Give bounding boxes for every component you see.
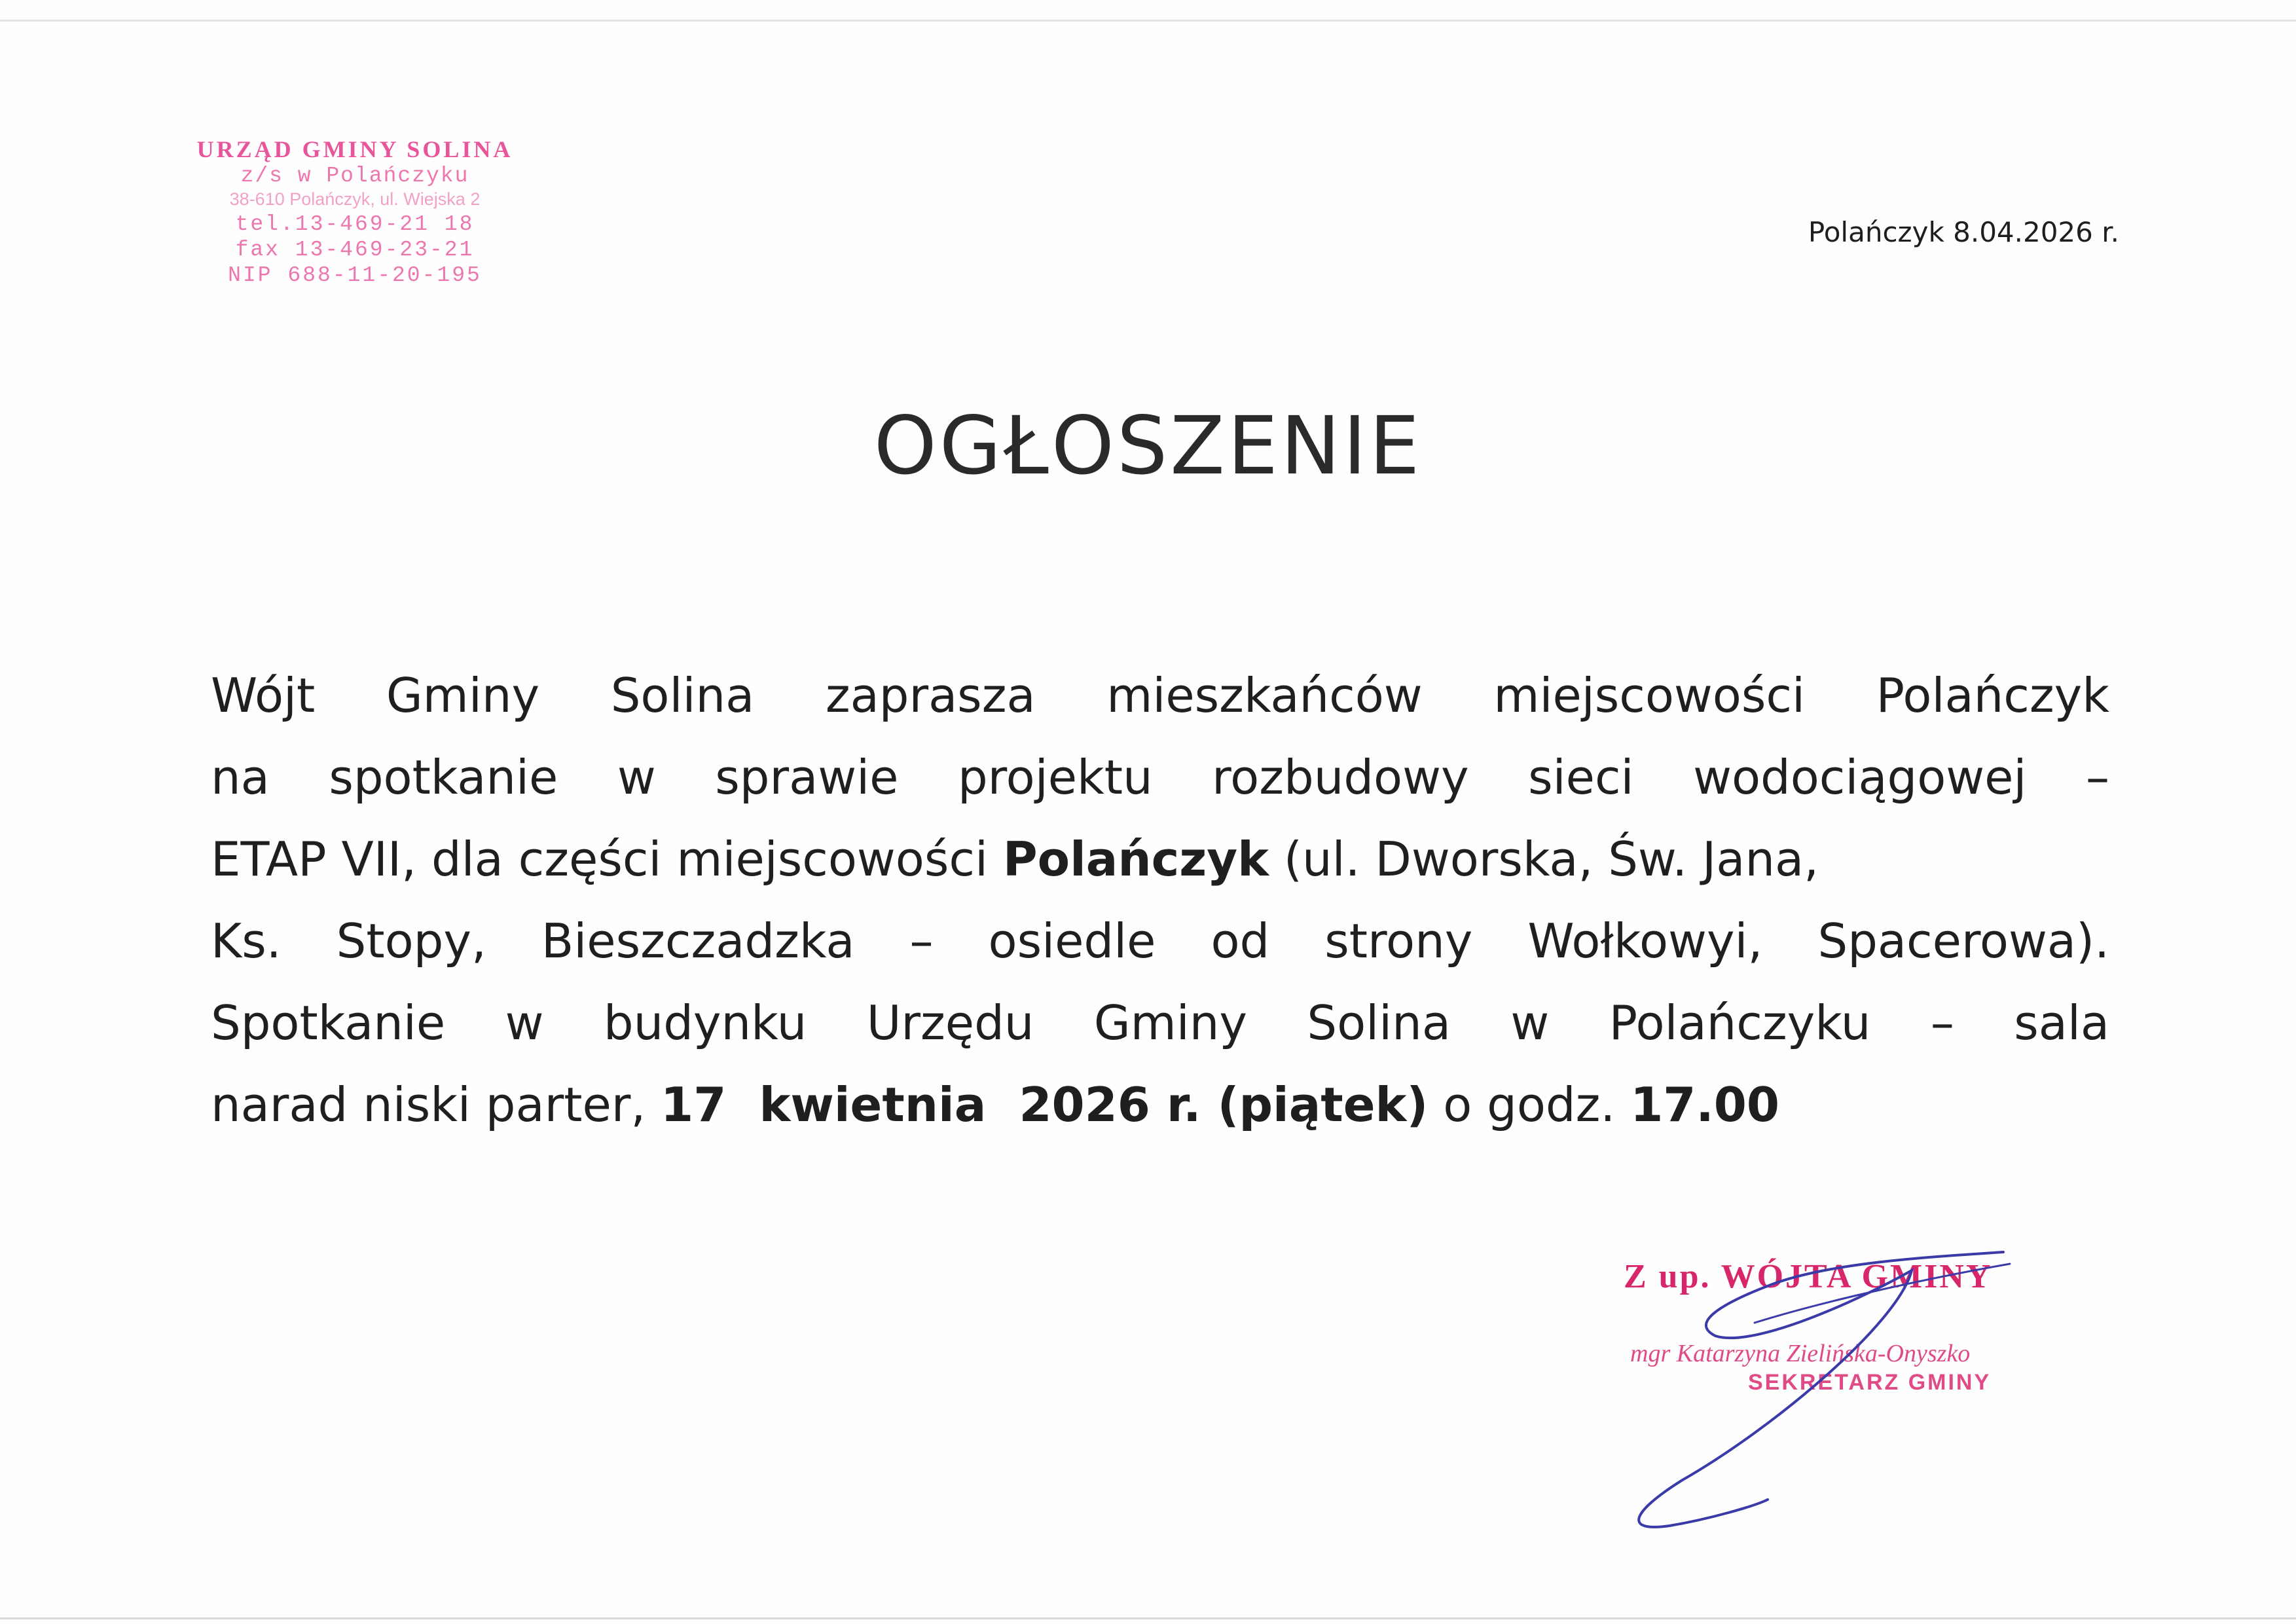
word: budynku (603, 995, 807, 1050)
word: sala (2014, 995, 2109, 1050)
word: osiedle (988, 913, 1156, 969)
word: sprawie (715, 750, 899, 805)
word: Gminy (386, 668, 540, 723)
body-line-6 (211, 1064, 2109, 1146)
word: Spotkanie (211, 995, 446, 1050)
word: Stopy, (336, 913, 486, 969)
body-text: o godz. (1428, 1077, 1631, 1132)
word: w (505, 995, 544, 1050)
word: Solina (610, 668, 755, 723)
word: – (2085, 750, 2109, 805)
scan-edge-bottom (0, 1617, 2296, 1619)
word: miejscowości (1493, 668, 1805, 723)
word: mieszkańców (1106, 668, 1423, 723)
word: Gminy (1093, 995, 1248, 1050)
word: projektu (957, 750, 1153, 805)
body-line-1 (211, 655, 2109, 737)
body-line-2 (211, 737, 2109, 819)
signature-authority-stamp: Z up. WÓJTA GMINY (1624, 1258, 1993, 1295)
word: od (1211, 913, 1270, 969)
signatory-role: SEKRETARZ GMINY (1748, 1370, 1992, 1395)
word: Ks. (211, 913, 282, 969)
word: spotkanie (329, 750, 558, 805)
stamp-line: tel.13-469-21 18 (235, 212, 475, 236)
word: Polańczyk (1876, 668, 2109, 723)
stamp-line: NIP 688-11-20-195 (228, 263, 482, 287)
word: Wołkowyi, (1527, 913, 1763, 969)
document-title: OGŁOSZENIE (873, 399, 1423, 492)
signature-block (1558, 1244, 2056, 1559)
word: – (909, 913, 934, 969)
stamp-line: URZĄD GMINY SOLINA (196, 136, 513, 162)
word: Urzędu (866, 995, 1034, 1050)
word: sieci (1528, 750, 1634, 805)
word: – (1930, 995, 1954, 1050)
document-date: Polańczyk 8.04.2026 r. (1808, 216, 2119, 248)
meeting-date: 17 kwietnia 2026 r. (piątek) (661, 1077, 1429, 1132)
body-text: (ul. Dworska, Św. Jana, (1269, 832, 1819, 887)
stamp-line: 38-610 Polańczyk, ul. Wiejska 2 (229, 189, 481, 209)
word: Solina (1307, 995, 1451, 1050)
office-stamp (172, 138, 538, 290)
stamp-line: fax 13-469-23-21 (235, 238, 475, 262)
word: Polańczyku (1609, 995, 1871, 1050)
word: zaprasza (825, 668, 1036, 723)
meeting-time: 17.00 (1630, 1077, 1779, 1132)
body-line-4 (211, 900, 2109, 982)
announcement-body (211, 655, 2109, 1146)
word: w (617, 750, 656, 805)
word: Bieszczadzka (541, 913, 855, 969)
body-line-5 (211, 982, 2109, 1064)
scan-edge-top (0, 20, 2296, 22)
word: rozbudowy (1212, 750, 1469, 805)
word: Spacerowa). (1817, 913, 2109, 969)
word: w (1510, 995, 1550, 1050)
body-line-3 (211, 819, 2109, 900)
highlighted-place: Polańczyk (1002, 832, 1269, 887)
word: na (211, 750, 270, 805)
word: Wójt (211, 668, 316, 723)
handwritten-signature (1558, 1244, 2056, 1559)
body-text: narad niski parter, (211, 1077, 661, 1132)
body-text: ETAP VII, dla części miejscowości (211, 832, 1003, 887)
stamp-line: z/s w Polańczyku (240, 164, 469, 188)
word: strony (1324, 913, 1473, 969)
signatory-name: mgr Katarzyna Zielińska-Onyszko (1630, 1340, 1971, 1367)
word: wodociągowej (1693, 750, 2027, 805)
